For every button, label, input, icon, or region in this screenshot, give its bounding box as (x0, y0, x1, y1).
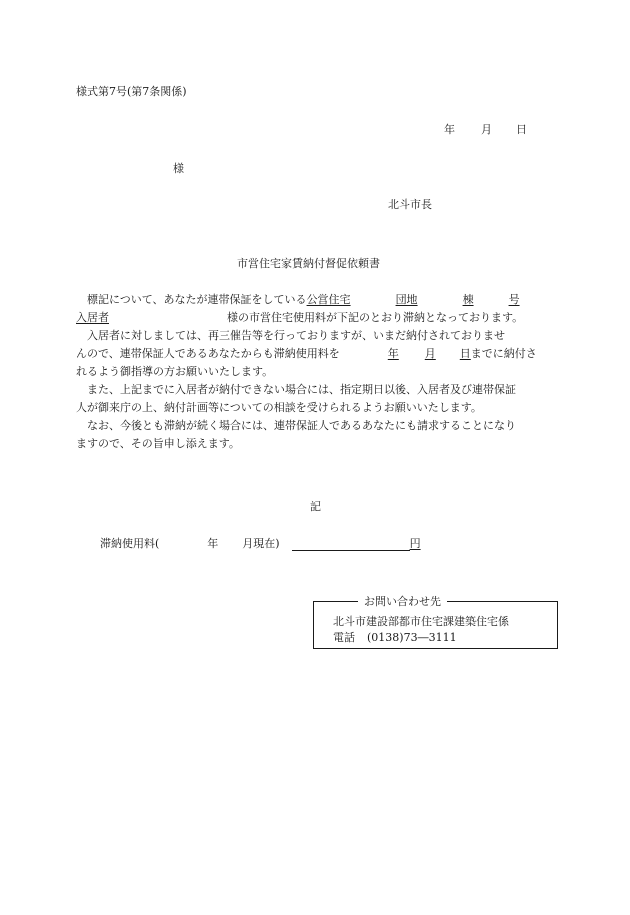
p1-building: 棟 (462, 293, 474, 306)
p1-danchi: 団地 (395, 293, 418, 306)
p1-line1-intro: 標記について、あなたが連帯保証をしている (76, 293, 307, 306)
contact-phone-label: 電話 (333, 631, 355, 644)
p2-line2-tail: までに納付さ (470, 347, 537, 360)
arrears-month: 月現在) (242, 537, 280, 550)
issuer: 北斗市長 (388, 198, 432, 211)
contact-box (313, 595, 558, 649)
date-line (444, 122, 527, 137)
p1-line2-text: 様の市営住宅使用料が下記のとおり滞納となっております。 (227, 311, 524, 324)
paragraph-2 (76, 327, 554, 381)
p2-due-day: 日 (459, 347, 471, 360)
date-month: 月 (481, 123, 492, 136)
housing-fill-line (307, 293, 534, 306)
p2-line2-intro: んので、連帯保証人であるあなたからも滞納使用料を (76, 347, 340, 360)
arrears-year: 年 (207, 537, 219, 550)
document-title: 市営住宅家賃納付督促依頼書 (237, 257, 380, 270)
date-day: 日 (516, 123, 527, 136)
p2-line3: れるよう御指導の方お願いいたします。 (76, 365, 274, 378)
contact-phone-number: (0138)73―3111 (367, 631, 457, 644)
p3-line1: また、上記までに入居者が納付できない場合には、指定期日以後、入居者及び連帯保証 (76, 383, 516, 396)
amount-fill-line (292, 537, 410, 551)
p4-line2: ますので、その旨申し添えます。 (76, 437, 240, 450)
form-number: 様式第7号(第7条関係) (76, 85, 187, 98)
addressee-suffix: 様 (173, 162, 184, 175)
p1-unit: 号 (508, 293, 520, 306)
paragraph-3 (76, 381, 554, 417)
p1-tenant: 入居者 (76, 311, 109, 324)
p2-line1: 入居者に対しましては、再三催告等を行っておりますが、いまだ納付されておりませ (76, 329, 505, 342)
paragraph-4 (76, 417, 554, 453)
arrears-label: 滞納使用料( (100, 537, 160, 550)
p2-due-month: 月 (424, 347, 436, 360)
arrears-yen: 円 (409, 537, 421, 550)
ki-heading: 記 (310, 500, 321, 513)
due-date-fill-line (340, 347, 471, 360)
contact-title: お問い合わせ先 (358, 594, 447, 609)
p2-due-year: 年 (387, 347, 399, 360)
date-year: 年 (444, 123, 455, 136)
paragraph-1 (76, 291, 554, 327)
contact-department: 北斗市建設部都市住宅課建築住宅係 (333, 615, 509, 628)
contact-phone-row (333, 630, 457, 645)
p4-line1: なお、今後とも滞納が続く場合には、連帯保証人であるあなたにも請求することになり (76, 419, 516, 432)
p3-line2: 人が御来庁の上、納付計画等についての相談を受けられるようお願いいたします。 (76, 401, 482, 414)
arrears-row (100, 536, 421, 551)
tenant-fill-line (76, 311, 227, 324)
p1-public-housing: 公営住宅 (306, 293, 351, 306)
